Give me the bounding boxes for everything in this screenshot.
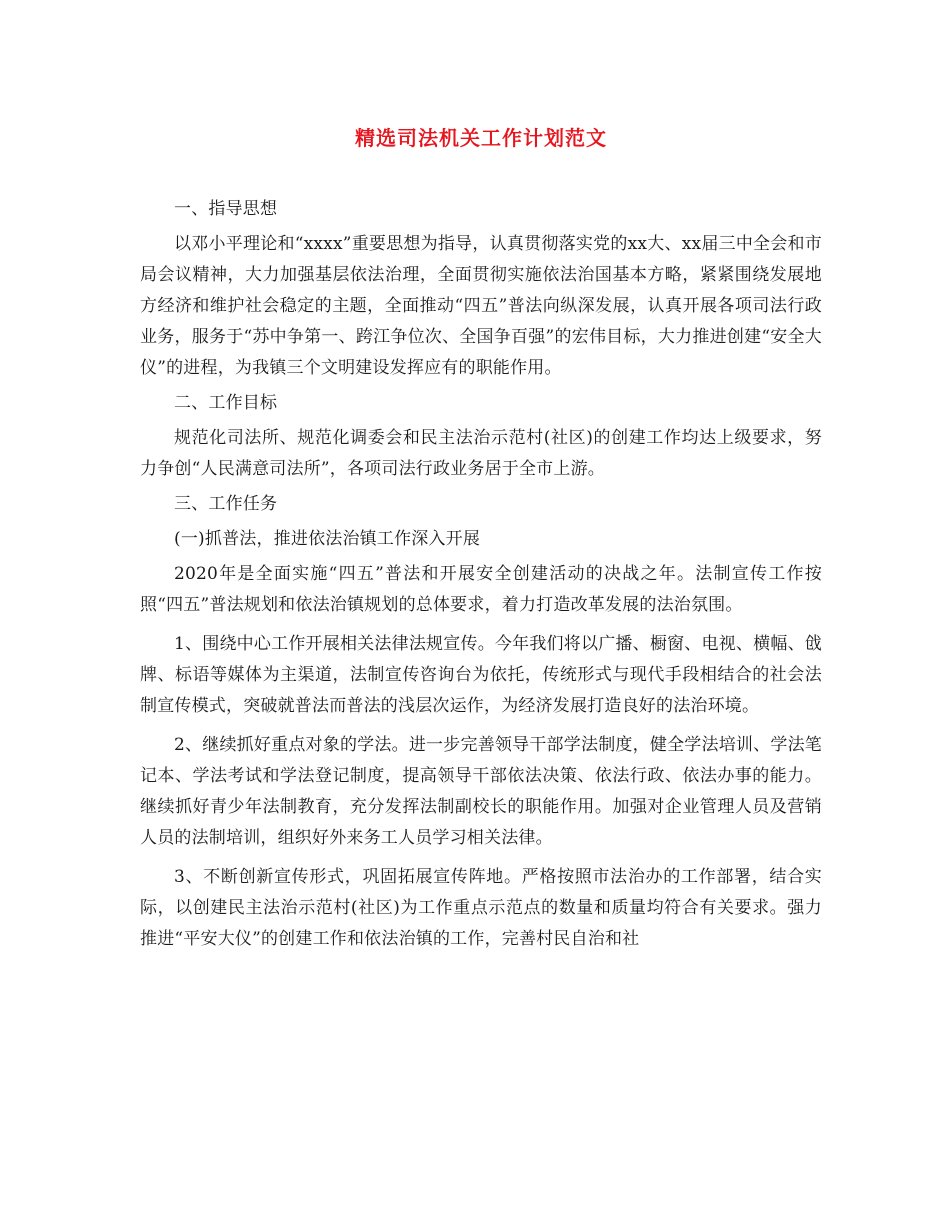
document-body	[140, 194, 822, 955]
paragraph-2020-overview: 2020年是全面实施“四五”普法和开展安全创建活动的决战之年。法制宣传工作按照“四五”普法规划和依法治镇规划的总体要求，着力打造改革发展的法治氛围。	[140, 564, 822, 615]
paragraph-guiding-ideology: 以邓小平理论和“xxxx”重要思想为指导，认真贯彻落实党的xx大、xx届三中全会和市局会议精神，大力加强基层依法治理，全面贯彻实施依法治国基本方略，紧紧围绕发展地方经济和维护社会稳定的主题，全面推动“四五”普法向纵深发展，认真开展各项司法行政业务，服务于“苏中争第一、跨江争位次、全国争百强”的宏伟目标，大力推进创建“安全大仪”的进程，为我镇三个文明建设发挥应有的职能作用。	[140, 234, 822, 378]
section-heading-guiding-ideology: 一、指导思想	[174, 199, 278, 219]
paragraph-work-goals: 规范化司法所、规范化调委会和民主法治示范村(社区)的创建工作均达上级要求，努力争创“人民满意司法所”，各项司法行政业务居于全市上游。	[140, 428, 822, 479]
section-heading-work-tasks: 三、工作任务	[174, 494, 278, 514]
section-heading-work-goals: 二、工作目标	[174, 393, 278, 413]
paragraph-item-2: 2、继续抓好重点对象的学法。进一步完善领导干部学法制度，健全学法培训、学法笔记本、学法考试和学法登记制度，提高领导干部依法决策、依法行政、依法办事的能力。继续抓好青少年法制教育，充分发挥法制副校长的职能作用。加强对企业管理人员及营销人员的法制培训，组织好外来务工人员学习相关法律。	[140, 735, 822, 848]
paragraph-item-3: 3、不断创新宣传形式，巩固拓展宣传阵地。严格按照市法治办的工作部署，结合实际，以创建民主法治示范村(社区)为工作重点示范点的数量和质量均符合有关要求。强力推进“平安大仪”的创建工作和依法治镇的工作，完善村民自治和社	[140, 867, 822, 949]
subsection-heading-legal-education: (一)抓普法，推进依法治镇工作深入开展	[174, 529, 481, 549]
document-title: 精选司法机关工作计划范文	[355, 126, 607, 150]
paragraph-item-1: 1、围绕中心工作开展相关法律法规宣传。今年我们将以广播、橱窗、电视、横幅、戗牌、标语等媒体为主渠道，法制宣传咨询台为依托，传统形式与现代手段相结合的社会法制宣传模式，突破就普法而普法的浅层次运作，为经济发展打造良好的法治环境。	[140, 634, 822, 716]
